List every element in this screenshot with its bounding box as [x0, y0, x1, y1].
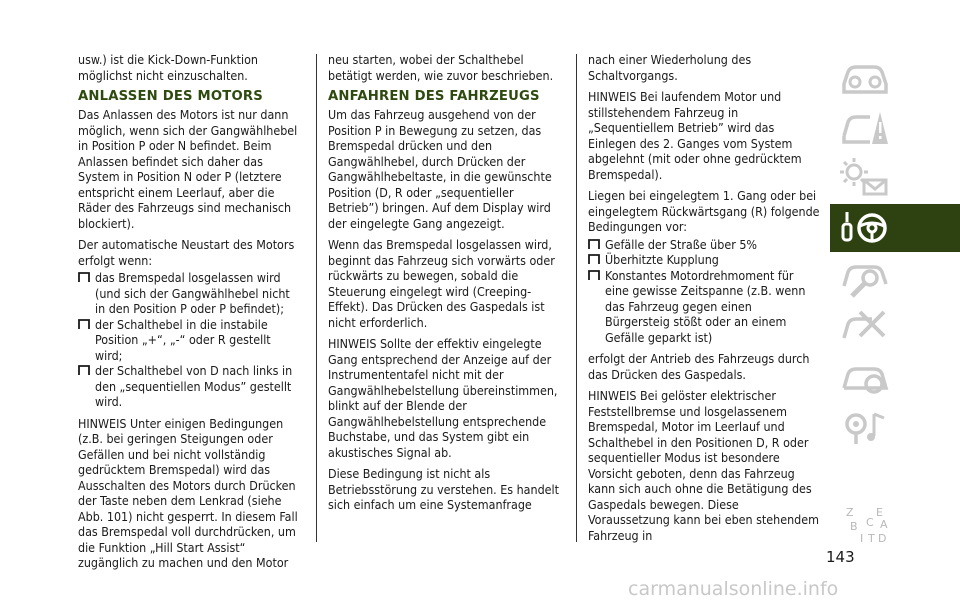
index-letter: I	[860, 532, 864, 545]
index-letter: C	[866, 516, 874, 529]
index-letter: E	[876, 506, 883, 519]
bullet-item	[588, 252, 820, 268]
bullet-text: der Schalthebel in die instabile Position „+“, „-“ oder R gestellt wird;	[95, 316, 271, 363]
bullet-text: das Bremspedal losgelassen wird (und sich der Gangwählhebel nicht in den Position P oder P befindet);	[95, 270, 290, 316]
bullet-text: Überhitzte Kupplung	[605, 252, 719, 267]
paragraph-note: HINWEIS Sollte der effektiv eingelegte Gang entsprechend der Anzeige auf der Instrumententafel nicht mit der Gangwählhebelstellung übereinstimmen, blinkt auf der Blende der Gangwählhebelstellung entsprechende Buchstabe, und das System gibt ein akustisches Signal ab.	[328, 336, 558, 460]
bullet-item	[78, 317, 298, 364]
index-letter: B	[850, 520, 858, 533]
chapter-tab-maintenance[interactable]	[830, 304, 960, 352]
index-letter: D	[878, 532, 887, 545]
column-divider	[316, 54, 317, 542]
bullet-item	[588, 268, 820, 346]
car-dashboard-icon	[840, 58, 890, 98]
paragraph: Liegen bei eingelegtem 1. Gang oder bei eingelegtem Rückwärtsgang (R) folgende Bedingungen vor:	[588, 188, 820, 234]
column-3	[588, 52, 820, 549]
bullet-text: der Schalthebel von D nach links in den „sequentiellen Modus” gestellt wird.	[95, 363, 293, 409]
index-letter: Z	[846, 506, 854, 519]
paragraph: Wenn das Bremspedal losgelassen wird, beginnt das Fahrzeug sich vorwärts oder rückwärts zu bewegen, sobald die Steuerung eingelegt wird (Creeping-Effekt). Das Drücken des Gaspedals ist nicht erforderlich.	[328, 237, 555, 330]
paragraph: Um das Fahrzeug ausgehend von der Position P in Bewegung zu setzen, das Bremspedal drücken und den Gangwählhebel, durch Drücken der Gangwählhebeltaste, in die gewünschte Position (D, R oder „sequentieller Betrieb”) bringen. Auf dem Display wird der eingelegte Gang angezeigt.	[328, 107, 552, 231]
paragraph-note: HINWEIS Bei gelöster elektrischer Feststellbremse und losgelassenem Bremspedal, Motor im Leerlauf und Schalthebel in den Positionen D, R oder sequentieller Modus ist besondere Vorsicht geboten, denn das Fahrzeug kann sich auch ohne die Betätigung des Gaspedals bewegen. Diese Voraussetzung kann bei eben stehendem Fahrzeug in	[588, 388, 819, 543]
bullet-marker-icon	[78, 272, 90, 283]
paragraph: usw.) ist die Kick-Down-Funktion möglichst nicht einzuschalten.	[78, 52, 258, 83]
bullet-item	[588, 237, 820, 253]
key-steering-icon	[840, 208, 890, 248]
chapter-tab-technical[interactable]	[830, 354, 960, 402]
watermark: carmanualsonline.info	[628, 578, 839, 600]
paragraph: Der automatische Neustart des Motors erfolgt wenn:	[78, 237, 295, 268]
index-letter: A	[880, 518, 888, 531]
light-mail-icon	[840, 158, 890, 198]
multimedia-icon	[840, 408, 890, 448]
heading-starting-engine: ANLASSEN DES MOTORS	[78, 89, 263, 104]
bullet-text: Konstantes Motordrehmoment für eine gewisse Zeitspanne (z.B. wenn das Fahrzeug gegen einen Bürgersteig stößt oder an einem Gefälle geparkt ist)	[605, 267, 806, 345]
column-1	[78, 52, 298, 577]
column-2	[328, 52, 560, 519]
bullet-text: Gefälle der Straße über 5%	[605, 236, 757, 252]
heading-driving-off: ANFAHREN DES FAHRZEUGS	[328, 89, 540, 104]
bullet-marker-icon	[588, 239, 600, 250]
paragraph-note: HINWEIS Unter einigen Bedingungen (z.B. bei geringen Steigungen oder Gefällen und bei nicht vollständig gedrücktem Bremspedal) wird das Ausschalten des Motors durch Drücken der Taste neben dem Lenkrad (siehe Abb. 101) nicht gesperrt. In diesem Fall das Bremspedal voll durchdrücken, um die Funktion „Hill Start Assist“ zugänglich zu machen und den Motor	[78, 415, 298, 570]
paragraph: nach einer Wiederholung des Schaltvorgangs.	[588, 52, 752, 83]
wrench-icon	[840, 358, 890, 398]
paragraph: Das Anlassen des Motors ist nur dann möglich, wenn sich der Gangwählhebel in Position P oder N befindet. Beim Anlassen befindet sich daher das System in Position N oder P (letztere entspricht einem Leerlauf, aber die Räder des Fahrzeugs sind mechanisch blockiert).	[78, 107, 298, 231]
page-number: 143	[826, 548, 855, 566]
wrench-icon	[840, 258, 890, 298]
chapter-tab-starting-driving[interactable]	[830, 204, 960, 252]
paragraph: erfolgt der Antrieb des Fahrzeugs durch das Drücken des Gaspedals.	[588, 351, 810, 382]
warning-icon	[840, 108, 890, 148]
paragraph: Diese Bedingung ist nicht als Betriebsstörung zu verstehen. Es handelt sich einfach um eine Systemanfrage	[328, 466, 559, 512]
chapter-tab-multimedia[interactable]	[830, 404, 960, 452]
cross-icon	[840, 308, 890, 348]
chapter-tab-dashboard[interactable]	[830, 54, 960, 102]
chapter-tab-emergency[interactable]	[830, 254, 960, 302]
paragraph-note: HINWEIS Bei laufendem Motor und stillstehendem Fahrzeug in „Sequentiellem Betrieb” wird das Einlegen des 2. Ganges vom System abgelehnt (mit oder ohne gedrücktem Bremspedal).	[588, 89, 802, 182]
bullet-item	[78, 270, 298, 317]
column-divider	[576, 54, 577, 542]
index-letter: T	[868, 532, 875, 545]
bullet-marker-icon	[78, 365, 90, 376]
paragraph: neu starten, wobei der Schalthebel betätigt werden, wie zuvor beschrieben.	[328, 52, 554, 83]
chapter-tab-lights-messages[interactable]	[830, 154, 960, 202]
index-icon	[840, 504, 890, 550]
bullet-marker-icon	[78, 319, 90, 330]
bullet-marker-icon	[588, 254, 600, 265]
chapter-tab-index[interactable]	[830, 500, 960, 548]
chapter-tab-warnings[interactable]	[830, 104, 960, 152]
bullet-item	[78, 363, 298, 410]
bullet-marker-icon	[588, 270, 600, 281]
